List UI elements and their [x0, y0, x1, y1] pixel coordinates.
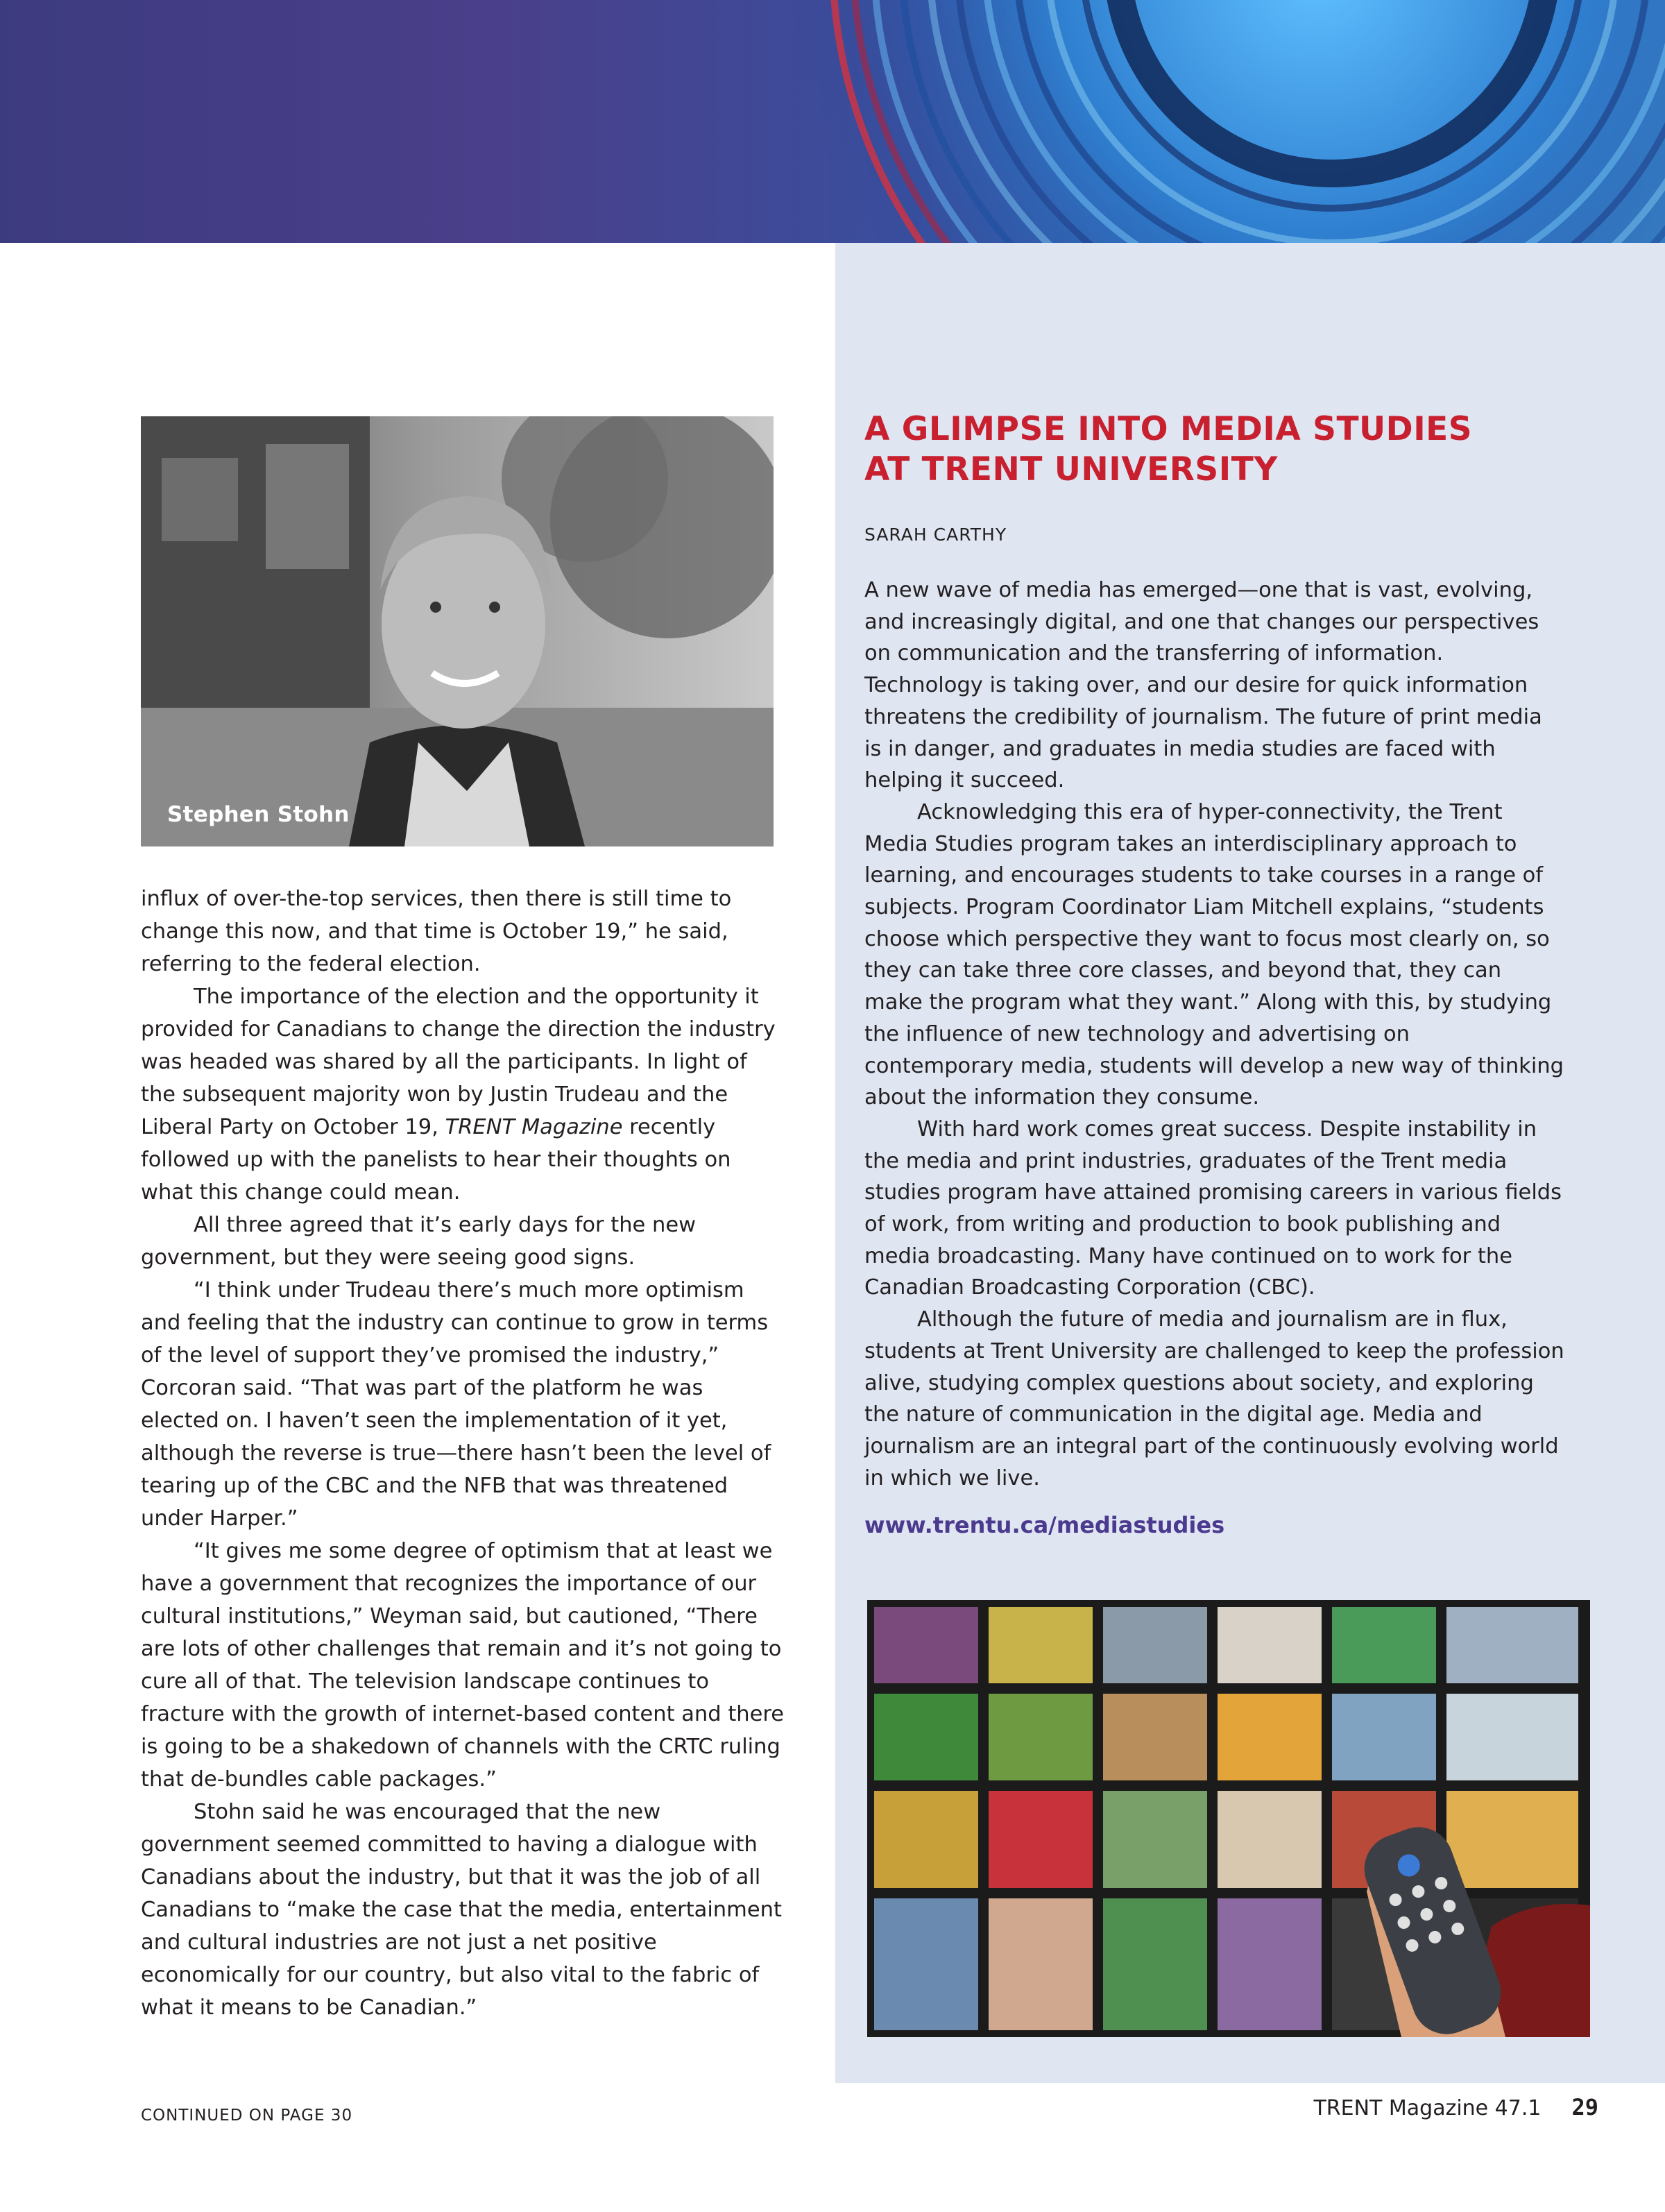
continued-note: CONTINUED ON PAGE 30 — [141, 2107, 353, 2125]
byline: SARAH CARTHY — [864, 525, 1007, 545]
paragraph: Although the future of media and journalism are in flux, students at Trent University are challenged to keep the profession alive, studying complex questions about society, and exploring the nature of communication in the digital age. Media and journalism are an integral part of the continuously evolving world in which we live. — [864, 1307, 1564, 1490]
sidebar-headline — [864, 409, 1565, 490]
sidebar-body — [864, 575, 1565, 1494]
portrait-photo — [141, 416, 774, 846]
paragraph-text: recently followed up with the panelists to hear their thoughts on what this change could mean. — [141, 1115, 731, 1205]
article-left-column — [141, 883, 786, 2024]
paragraph-text: The importance of the election and the opportunity it provided for Canadians to change the direction the industry was headed was shared by all the participants. In light of the subsequent majority won by Justin Trudeau and the Liberal Party on October 19, — [141, 985, 776, 1139]
magazine-name: TRENT Magazine — [445, 1115, 623, 1139]
paragraph: influx of over-the-top services, then there is still time to change this now, and that time is October 19,” he said, referring to the federal election. — [141, 887, 732, 976]
paragraph: Stohn said he was encouraged that the new government seemed committed to having a dialogue with Canadians about the industry, but that it was the job of all Canadians to “make the case that the media, entertainment and cultural industries are not just a net positive economically for our country, but also vital to the fabric of what it means to be Canadian.” — [141, 1800, 782, 2020]
headline-line: AT TRENT UNIVERSITY — [864, 450, 1278, 488]
paragraph: A new wave of media has emerged—one that is vast, evolving, and increasingly digital, and one that changes our perspectives on communication and the transferring of information. Technology is taking over, and our desire for quick information threatens the credibility of journalism. The future of print media is in danger, and graduates in media studies are faced with helping it succeed. — [864, 578, 1542, 793]
paragraph — [141, 980, 786, 1209]
lens-banner-image — [0, 0, 1665, 243]
headline-line: A GLIMPSE INTO MEDIA STUDIES — [864, 410, 1473, 448]
media-studies-sidebar — [864, 409, 1565, 1542]
magazine-issue: TRENT Magazine 47.1 — [1313, 2096, 1542, 2120]
paragraph: Acknowledging this era of hyper-connectivity, the Trent Media Studies program takes an interdisciplinary approach to learning, and encourages students to take courses in a range of subjects. Program Coordinator Liam Mitchell explains, “students choose which perspective they want to focus most clearly on, so they can take three core classes, and beyond that, they can make the program what they want.” Along with this, by studying the influence of new technology and advertising on contemporary media, students will develop a new way of thinking about the information they consume. — [864, 799, 1564, 1110]
paragraph: All three agreed that it’s early days for the new government, but they were seeing good signs. — [141, 1213, 697, 1270]
paragraph: “I think under Trudeau there’s much more optimism and feeling that the industry can continue to grow in terms of the level of support they’ve promised the industry,” Corcoran said. “That was part of the platform he was elected on. I haven’t seen the implementation of it yet, although the reverse is true—there hasn’t been the level of tearing up of the CBC and the NFB that was threatened under Harper.” — [141, 1278, 771, 1531]
paragraph: “It gives me some degree of optimism that at least we have a government that recognizes the importance of our cultural institutions,” Weyman said, but cautioned, “There are lots of other challenges that remain and it’s not going to cure all of that. The television landscape continues to fracture with the growth of internet-based content and there is going to be a shakedown of channels with the CRTC ruling that de-bundles cable packages.” — [141, 1539, 785, 1792]
page-number: 29 — [1571, 2094, 1598, 2120]
media-studies-link[interactable]: www.trentu.ca/mediastudies — [864, 1512, 1225, 1539]
paragraph: With hard work comes great success. Despite instability in the media and print industries, graduates of the Trent media studies program have attained promising careers in various fields of work, from writing and production to book publishing and media broadcasting. Many have continued on to work for the Canadian Broadcasting Corporation (CBC). — [864, 1116, 1562, 1300]
page-footer — [1313, 2094, 1598, 2120]
tv-wall-remote-photo — [867, 1600, 1590, 2037]
photo-caption: Stephen Stohn — [167, 802, 350, 827]
